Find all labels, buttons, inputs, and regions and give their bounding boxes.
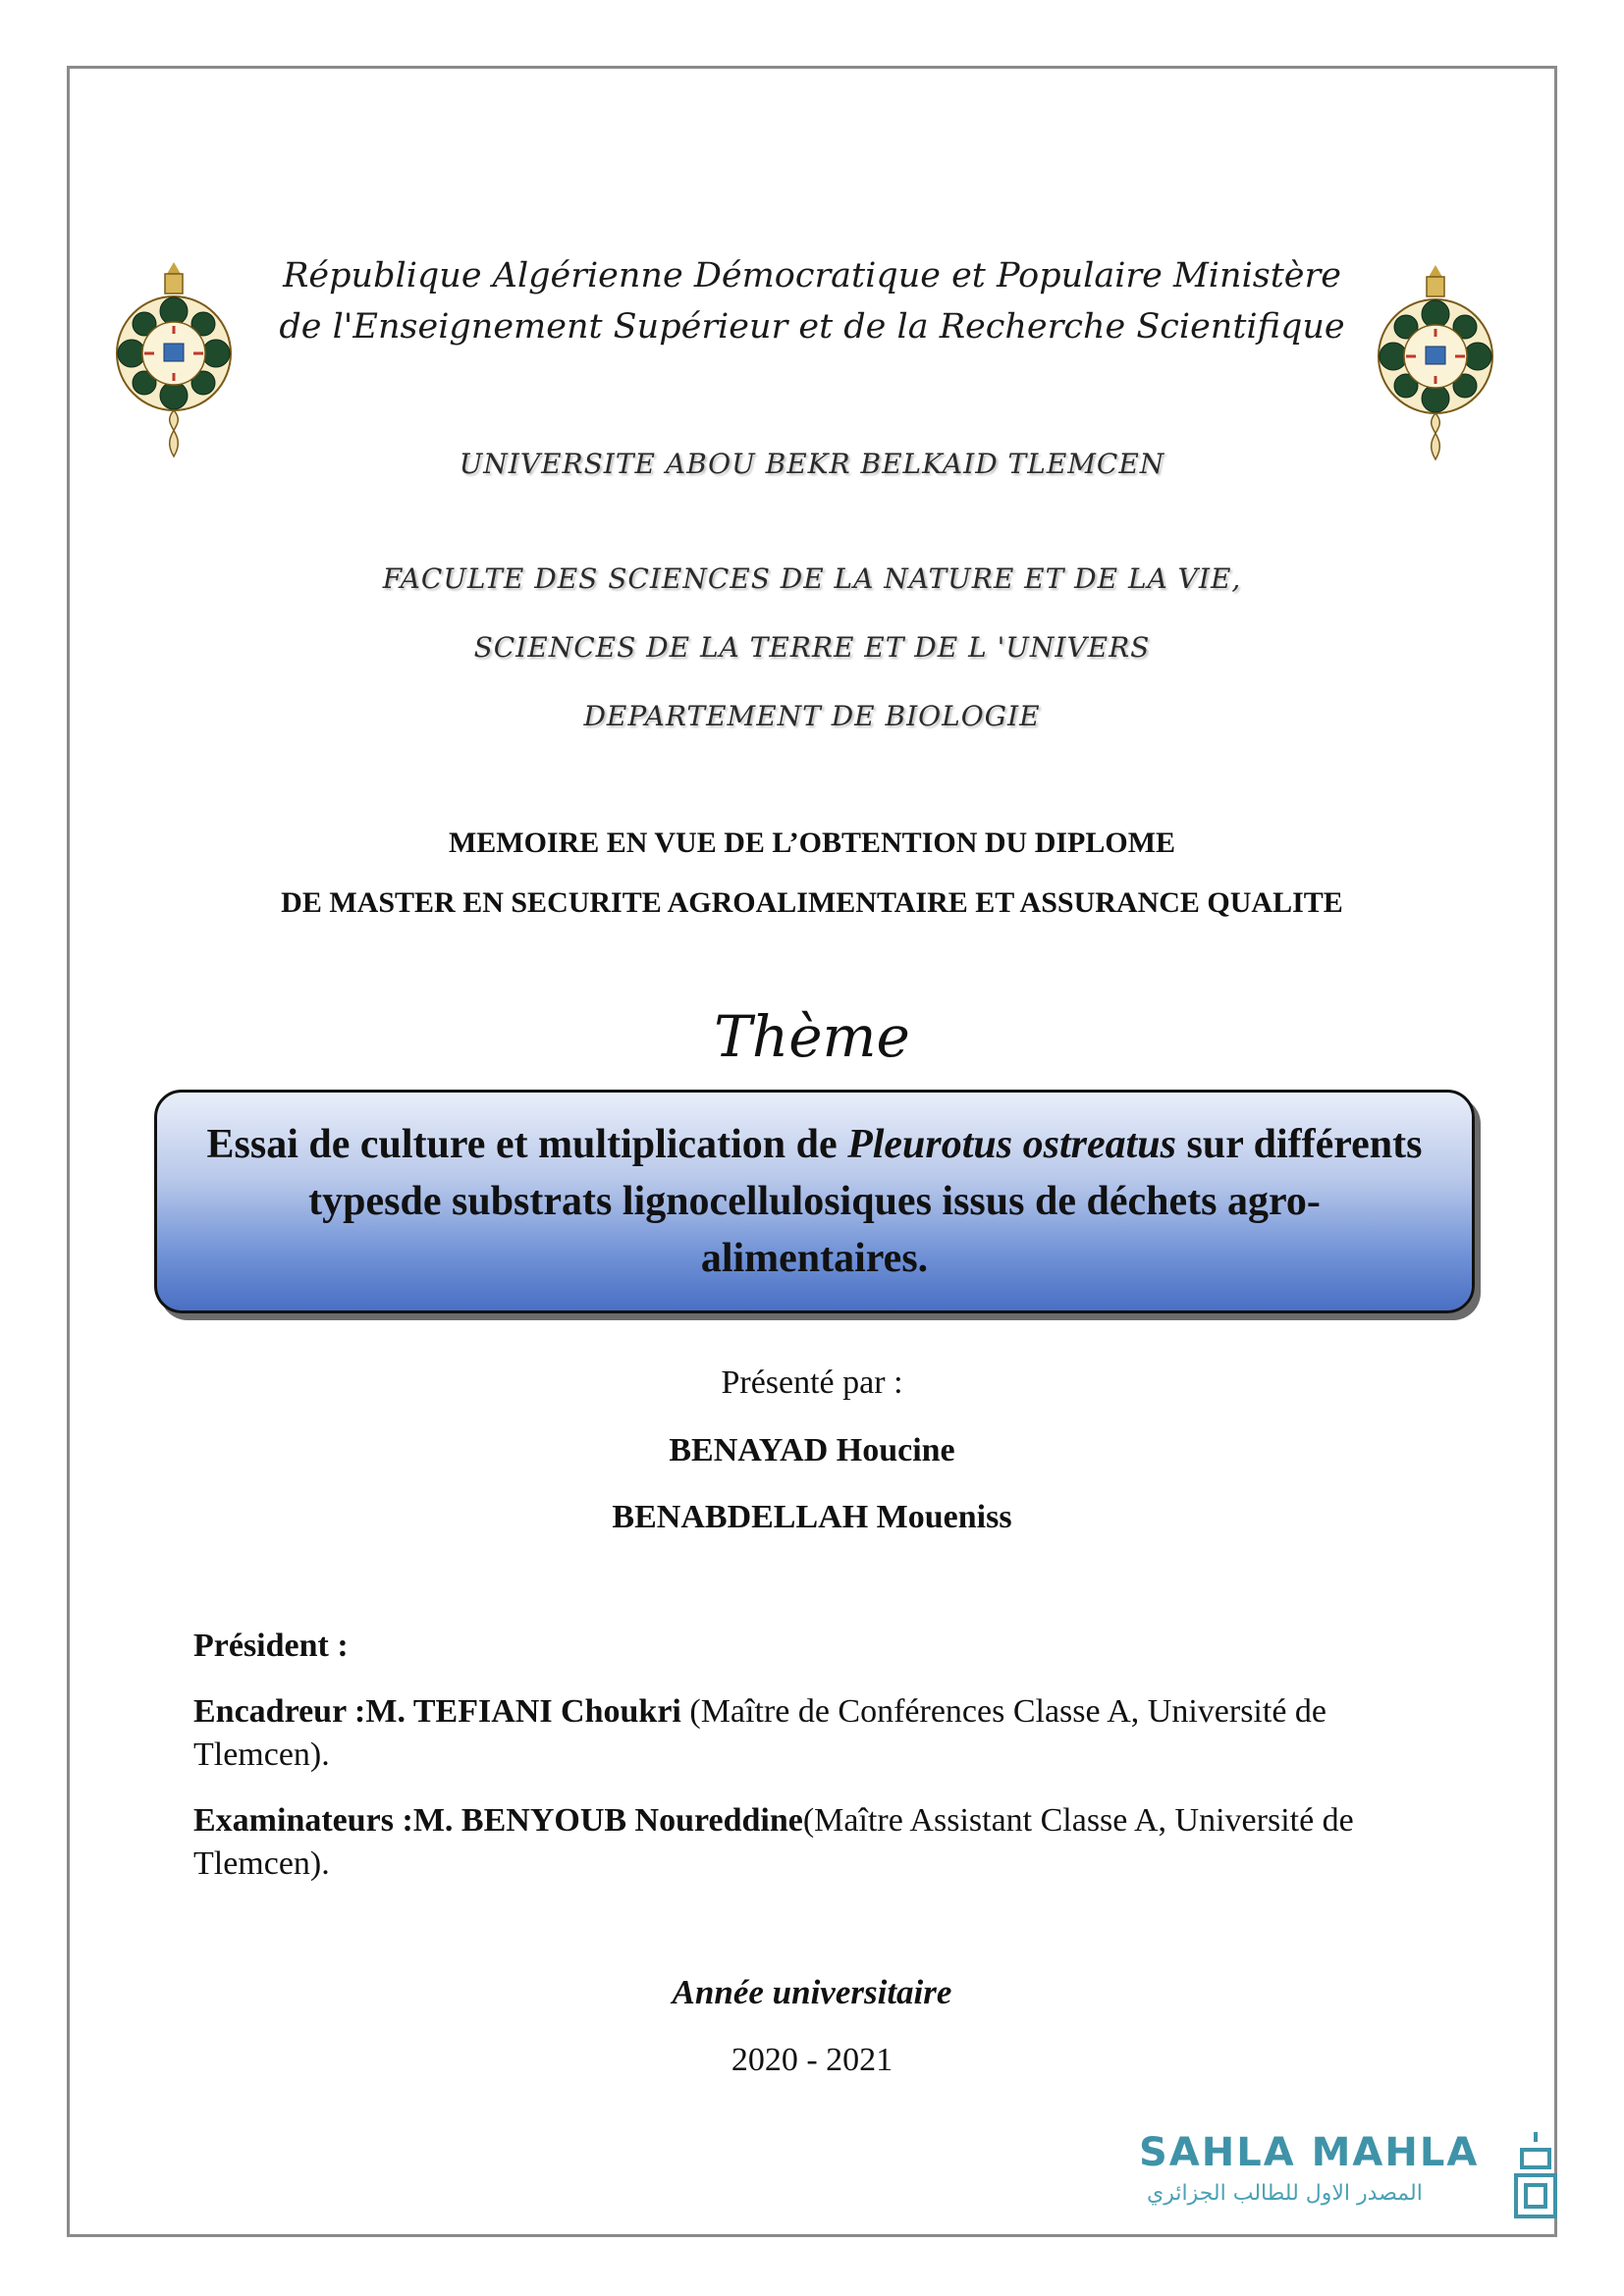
academic-year-value: 2020 - 2021 [731, 2042, 893, 2078]
watermark-brand: SAHLA MAHLA [1139, 2130, 1480, 2175]
department-name: DEPARTEMENT DE BIOLOGIE [583, 700, 1041, 732]
presenter-name-2: BENABDELLAH Moueniss [612, 1499, 1012, 1535]
university-name: UNIVERSITE ABOU BEKR BELKAID TLEMCEN [459, 448, 1165, 480]
jury-president [193, 1625, 1460, 1668]
memoire-line-2: DE MASTER EN SECURITE AGROALIMENTAIRE ET ASSURANCE QUALITE [281, 886, 1343, 919]
faculty-line-1: FACULTE DES SCIENCES DE LA NATURE ET DE LA VIE, [382, 562, 1242, 595]
university-seal-left-icon [110, 260, 238, 466]
faculty-line-2: SCIENCES DE LA TERRE ET DE L 'UNIVERS [473, 631, 1151, 664]
watermark-tagline: المصدر الاول للطالب الجزائري [1147, 2181, 1423, 2206]
sahla-mahla-logo-icon [1512, 2128, 1559, 2221]
examinateurs-name: M. BENYOUB Noureddine [412, 1802, 803, 1839]
jury-examinateurs [193, 1799, 1460, 1886]
presenter-name-1: BENAYAD Houcine [669, 1432, 955, 1468]
examinateurs-detail: (Maître Assistant Classe A, Université de Tlemcen). [193, 1802, 1354, 1882]
encadreur-name: M. TEFIANI Choukri [365, 1693, 681, 1730]
theme-title-species: Pleurotus ostreatus [847, 1122, 1177, 1167]
president-label: Président : [193, 1628, 349, 1664]
memoire-line-1: MEMOIRE EN VUE DE L’OBTENTION DU DIPLOME [448, 827, 1176, 859]
theme-title-box [154, 1090, 1475, 1313]
ministry-line-2: de l'Enseignement Supérieur et de la Recherche Scientifique [279, 307, 1345, 347]
presented-by-label: Présenté par : [721, 1364, 903, 1401]
examinateurs-label: Examinateurs : [193, 1802, 413, 1839]
theme-label: Thème [714, 1003, 910, 1070]
theme-title-part-2: sur différents typesde substrats lignocellulosiques issus de déchets agro-alimentaires. [308, 1122, 1423, 1281]
university-seal-right-icon [1372, 263, 1499, 469]
encadreur-detail: (Maître de Conférences Classe A, Université de Tlemcen). [193, 1693, 1326, 1773]
encadreur-label: Encadreur : [193, 1693, 366, 1730]
theme-title [157, 1116, 1472, 1287]
ministry-heading [255, 250, 1369, 352]
sahla-mahla-watermark [1139, 2130, 1561, 2228]
academic-year-label: Année universitaire [672, 1973, 952, 2011]
theme-title-part-1: Essai de culture et multiplication de [206, 1122, 848, 1167]
jury-encadreur [193, 1690, 1460, 1777]
ministry-line-1: République Algérienne Démocratique et Populaire Ministère [283, 256, 1341, 295]
